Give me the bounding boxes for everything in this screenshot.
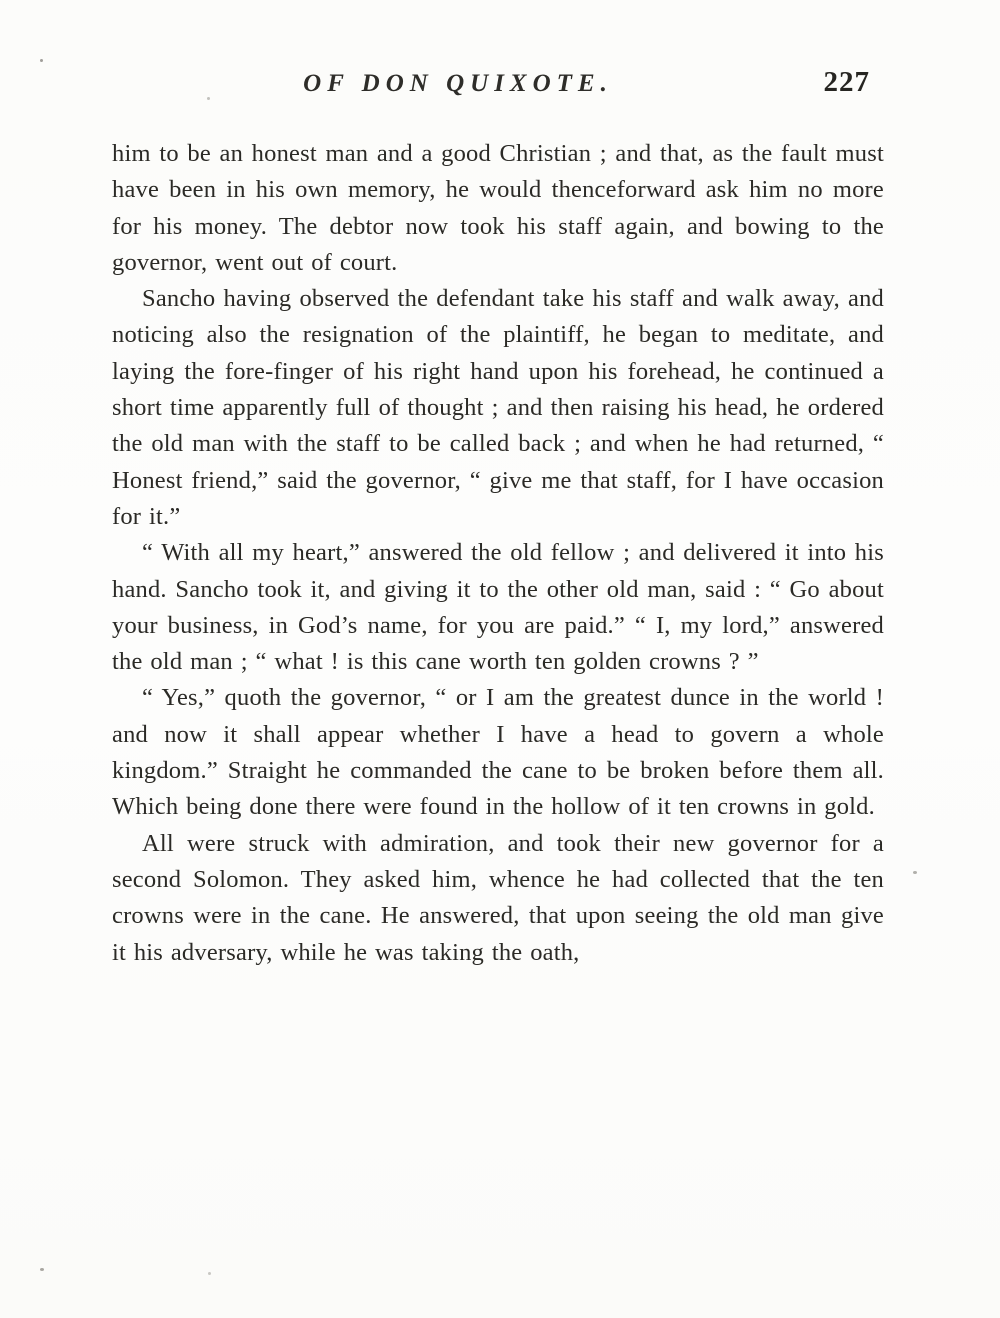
page-number: 227 (823, 66, 870, 98)
running-title: OF DON QUIXOTE. (303, 70, 613, 97)
page-body (112, 136, 884, 971)
paragraph-4: “ Yes,” quoth the governor, “ or I am the greatest dunce in the world ! and now it shall appear whether I have a head to govern a whole kingdom.” Straight he commanded the cane to be broken before them all. Which being done there were found in the hollow of it ten crowns in gold. (112, 684, 884, 821)
scan-speck (208, 1272, 211, 1275)
paragraph-1: him to be an honest man and a good Christian ; and that, as the fault must have been in his own memory, he would thenceforward ask him no more for his money. The debtor now took his staff again, and bowing to the governor, went out of court. (112, 140, 884, 276)
scan-speck (40, 1268, 44, 1271)
paragraph-2: Sancho having observed the defendant take his staff and walk away, and noticing also the resignation of the plaintiff, he began to meditate, and laying the fore-finger of his right hand upon his forehead, he continued a short time apparently full of thought ; and then raising his head, he ordered the old man with the staff to be called back ; and when he had returned, “ Honest friend,” said the governor, “ give me that staff, for I have occasion for it.” (112, 285, 884, 530)
scan-speck (207, 97, 210, 100)
scan-speck (40, 59, 43, 62)
scan-speck (913, 871, 917, 874)
paragraph-3: “ With all my heart,” answered the old fellow ; and delivered it into his hand. Sancho took it, and giving it to the other old man, said : “ Go about your business, in God’s name, for you are paid.” “ I, my lord,” answered the old man ; “ what ! is this cane worth ten golden crowns ? ” (112, 539, 884, 676)
page-header (112, 66, 884, 110)
paragraph-5: All were struck with admiration, and took their new governor for a second Solomon. They asked him, whence he had collected that the ten crowns were in the cane. He answered, that upon seeing the old man give it his adversary, while he was taking the oath, (112, 829, 884, 966)
